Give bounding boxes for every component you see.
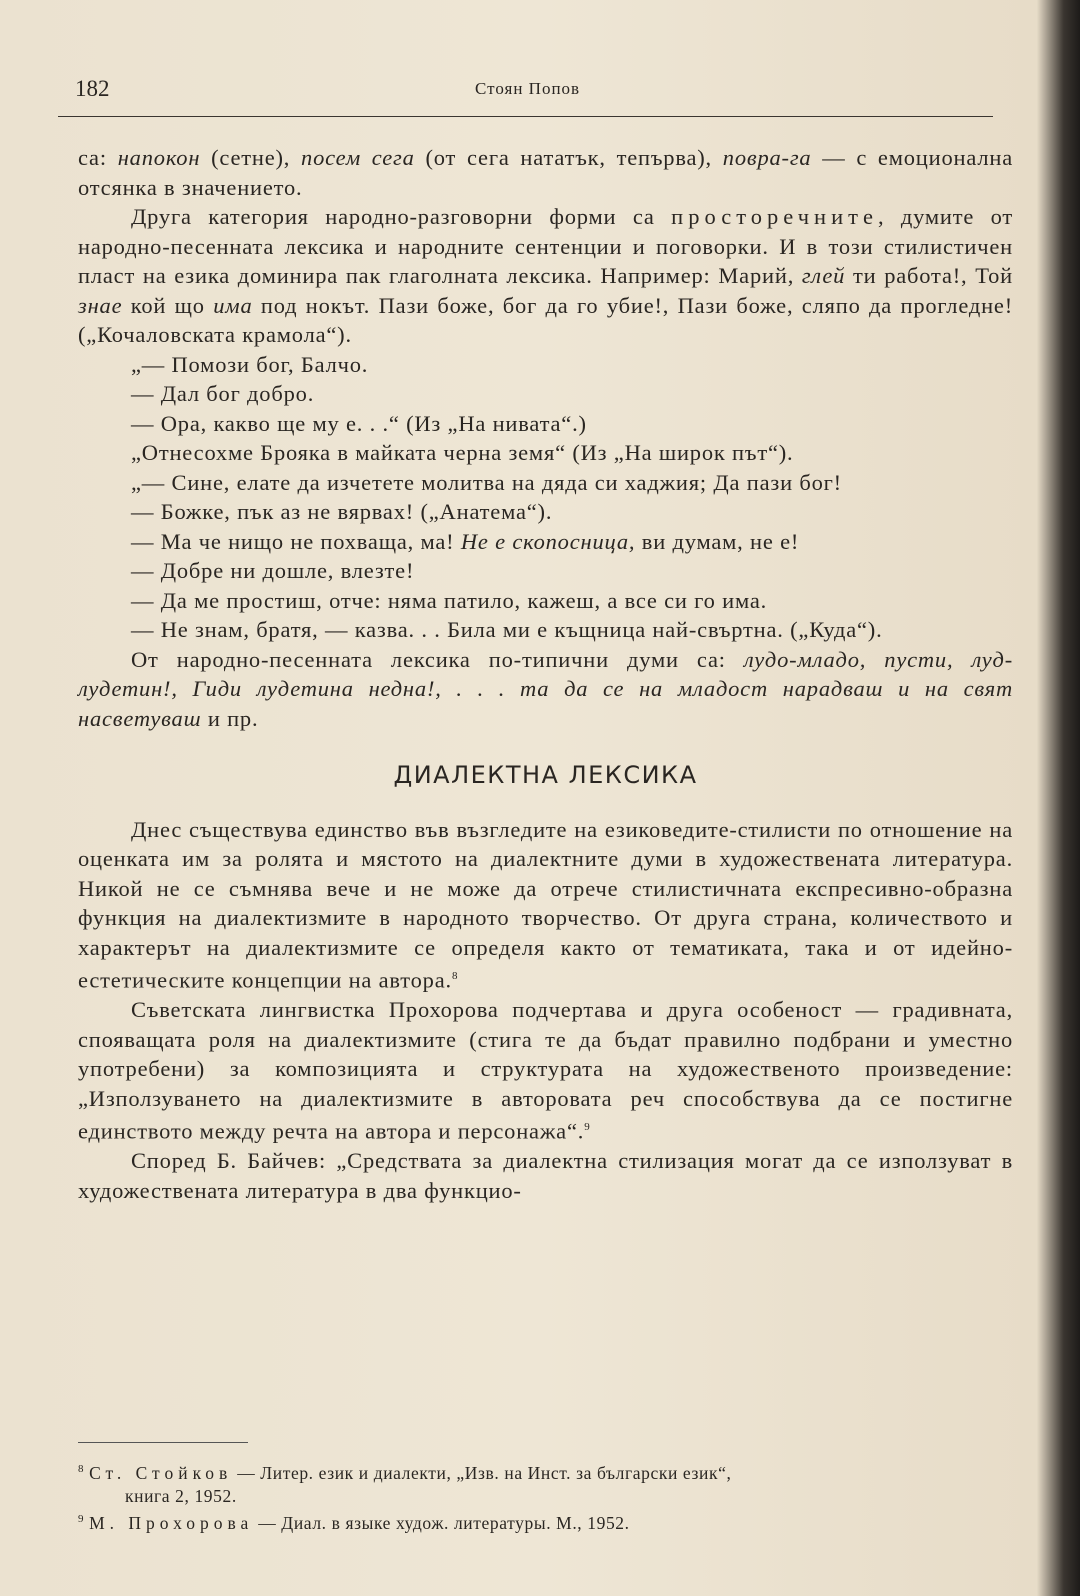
text: Друга категория народно-разговорни форми са [131, 204, 672, 229]
text: кой що [122, 292, 214, 318]
footnotes [78, 1458, 1013, 1535]
dialogue-line: — Да ме простиш, отче: няма патило, кажеш, а все си го има. [131, 587, 768, 613]
footnote-text: — Литер. език и диалекти, „Изв. на Инст. за български език“, [232, 1462, 732, 1483]
spaced-term: просторечните [671, 204, 878, 229]
italic-term: напокон [117, 145, 201, 170]
dialogue-line: „— Сине, елате да изчетете молитва на дяда си хаджия; Да пази бог! [131, 469, 842, 495]
footnote [78, 1458, 1013, 1485]
section-heading: ДИАЛЕКТНА ЛЕКСИКА [393, 761, 698, 789]
paragraph [78, 995, 1013, 1146]
text: , думите от народно-песенната лексика и народните сентенции и поговорки. И в този стилистичен пласт на езика доминира пак глаголната лексика. Например: Марий, [78, 204, 1014, 288]
text: — с емоционална отсянка в значението. [78, 145, 1014, 200]
running-title: Стоян Попов [475, 79, 581, 98]
text: Днес съществува единство във възгледите на езиковедите-стилисти по отношение на оценката им за ролята и мястото на диалектните думи в художествената литература. Никой не се съмнява вече и не може да отрече стилистичната експресивно-образна функция на диалектизмите в народното творчество. От друга страна, количеството и характерът на диалектизмите се определя както от тематиката, така и от идейно-естетическите концепции на автора. [78, 816, 1013, 993]
footnote-mark: 9 [78, 1512, 85, 1525]
text: под нокът. Пази боже, бог да го убие!, Пази боже, сляпо да прогледне! („Кочаловската крамола“). [78, 292, 1013, 347]
dialogue-line: — Ора, какво ще му е. . .“ (Из „На нивата“.) [131, 410, 587, 436]
text: (от сега нататък, тепърва), [414, 145, 723, 170]
footnote-text: — Диал. в языке худож. литературы. М., 1952. [253, 1512, 630, 1533]
footnote [78, 1508, 1013, 1535]
italic-term: повра-га [722, 145, 812, 170]
dialogue-line: — Дал бог добро. [131, 381, 315, 406]
footnote-continuation: книга 2, 1952. [125, 1485, 237, 1506]
italic-term: Не е скопосница, [460, 528, 636, 554]
page-header [75, 76, 1005, 116]
italic-term: посем сега [301, 145, 415, 170]
paragraph [78, 202, 1013, 350]
header-rule [58, 116, 993, 117]
italic-term: има [213, 292, 253, 318]
page-number: 182 [75, 76, 110, 101]
text: (сетне), [200, 145, 302, 170]
footnote-rule [78, 1442, 248, 1443]
footnote-ref[interactable]: 9 [584, 1121, 591, 1133]
italic-term: знае [78, 292, 123, 318]
paragraph [78, 143, 1013, 202]
footnote-author: М. Прохорова [89, 1512, 254, 1533]
footnote-mark: 8 [78, 1463, 85, 1475]
dialogue-line: „— Помози бог, Балчо. [131, 351, 369, 377]
dialogue-line: — Добре ни дошле, влезте! [131, 558, 415, 583]
text: От народно-песенната лексика по-типични думи са: [131, 646, 744, 672]
paragraph [78, 645, 1013, 734]
dialogue-line [78, 527, 1013, 557]
text: Съветската лингвистка Прохорова подчертава и друга особеност — градивната, спояващата роля на диалектизмите (стига те да бъдат правилно подбрани и уместно употребени) за композицията и структурата на художественото произведение: „Използуването на диалектизмите в авторовата реч способствува да се постигне единството между речта на автора и персонажа“. [78, 997, 1013, 1144]
body-text [78, 143, 1013, 1205]
italic-term: глей [801, 263, 846, 288]
italic-term: лудо-младо, пусти, луд-лудетин!, Гиди лудетина недна!, . . . та да се на младост нарадваш и на свят насветуваш [78, 646, 1013, 731]
text: и пр. [201, 705, 259, 731]
dialogue-line: — Божке, пък аз не вярвах! („Анатема“). [131, 499, 553, 524]
text: са: [78, 145, 118, 170]
dialogue-line: — Не знам, братя, — казва. . . Била ми е къщница най-свъртна. („Куда“). [131, 617, 883, 642]
footnote-author: Ст. Стойков [89, 1462, 233, 1483]
footnote-ref[interactable]: 8 [451, 970, 459, 982]
text: — Ма че нищо не похваща, ма! [131, 528, 461, 554]
text: ти работа!, Той [845, 263, 1013, 288]
text: ви думам, не е! [635, 528, 800, 554]
dialogue-line: „Отнесохме Брояка в майката черна земя“ (Из „На широк път“). [131, 440, 794, 465]
paragraph: Според Б. Байчев: „Средствата за диалектна стилизация могат да се използуват в художествената литература в два функцио- [78, 1148, 1013, 1203]
paragraph [78, 815, 1013, 996]
